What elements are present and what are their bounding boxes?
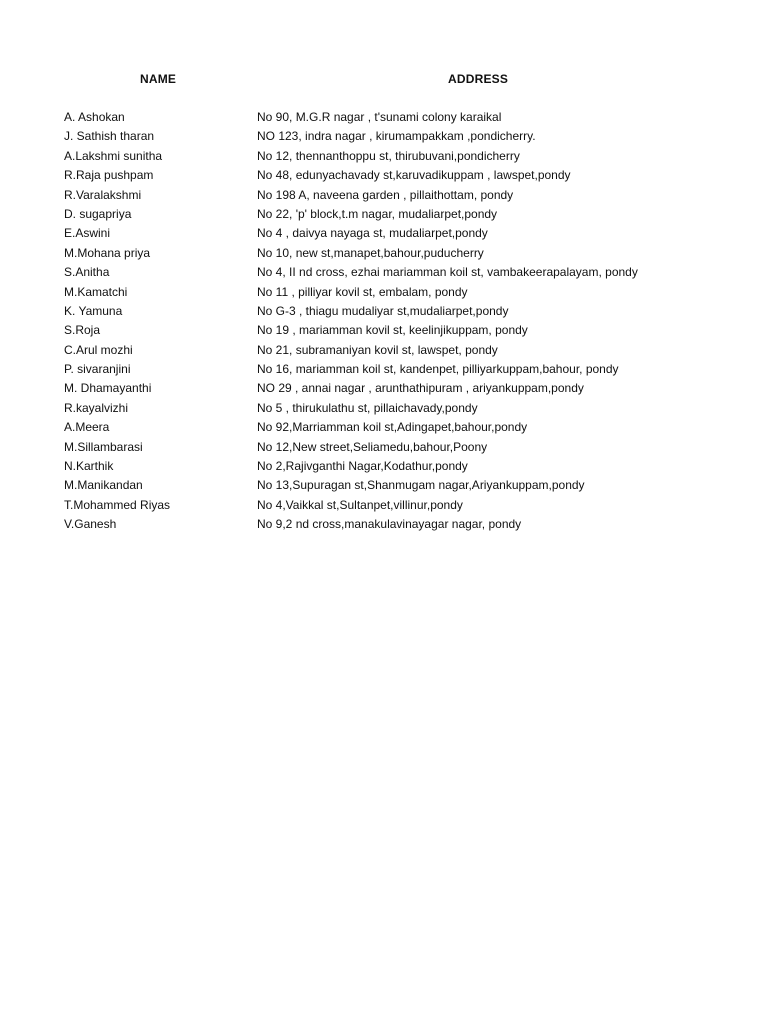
name-cell: M.Manikandan [64,478,143,493]
address-cell: No 4,Vaikkal st,Sultanpet,villinur,pondy [257,497,463,512]
address-cell: No 16, mariamman koil st, kandenpet, pilliyarkuppam,bahour, pondy [257,362,619,377]
address-cell: No 13,Supuragan st,Shanmugam nagar,Ariyankuppam,pondy [257,478,585,493]
address-cell: No 198 A, naveena garden , pillaithottam, pondy [257,187,514,202]
address-cell: No 48, edunyachavady st,karuvadikuppam , lawspet,pondy [257,168,571,183]
table-row [0,127,768,146]
table-row [0,321,768,340]
table-row [0,379,768,398]
header-address: ADDRESS [448,72,509,86]
address-cell: No 2,Rajivganthi Nagar,Kodathur,pondy [257,459,468,474]
address-cell: No 11 , pilliyar kovil st, embalam, pondy [257,284,468,299]
address-cell: No 9,2 nd cross,manakulavinayagar nagar, pondy [257,517,522,532]
table-row [0,515,768,534]
name-cell: P. sivaranjini [64,362,131,377]
name-cell: S.Anitha [64,265,110,280]
name-cell: A.Lakshmi sunitha [64,148,163,163]
address-cell: NO 29 , annai nagar , arunthathipuram , ariyankuppam,pondy [257,381,584,396]
name-cell: R.Raja pushpam [64,168,154,183]
table-row [0,283,768,302]
table-row [0,418,768,437]
table-row [0,399,768,418]
table-row [0,496,768,515]
name-cell: V.Ganesh [64,517,117,532]
table-row [0,244,768,263]
table-row [0,341,768,360]
table-row [0,476,768,495]
table-row [0,302,768,321]
table-row [0,205,768,224]
name-cell: R.Varalakshmi [64,187,142,202]
table-row [0,186,768,205]
name-cell: N.Karthik [64,459,114,474]
address-cell: No 10, new st,manapet,bahour,puducherry [257,245,484,260]
address-cell: No 4 , daivya nayaga st, mudaliarpet,pondy [257,226,488,241]
address-cell: No 19 , mariamman kovil st, keelinjikuppam, pondy [257,323,528,338]
name-cell: K. Yamuna [64,303,123,318]
name-cell: S.Roja [64,323,101,338]
name-cell: C.Arul mozhi [64,342,133,357]
table-row [0,108,768,127]
table-row [0,438,768,457]
address-cell: No 90, M.G.R nagar , t'sunami colony karaikal [257,110,502,124]
address-cell: No 5 , thirukulathu st, pillaichavady,pondy [257,400,478,415]
name-cell: R.kayalvizhi [64,400,129,415]
name-cell: E.Aswini [64,226,111,241]
name-cell: T.Mohammed Riyas [64,497,171,512]
name-cell: A. Ashokan [64,110,125,124]
name-cell: J. Sathish tharan [64,129,155,144]
table-row [0,224,768,243]
name-cell: D. sugapriya [64,206,132,221]
name-cell: M.Mohana priya [64,245,151,260]
table-row [0,360,768,379]
address-cell: No 22, 'p' block,t.m nagar, mudaliarpet,pondy [257,206,498,221]
table-row [0,147,768,166]
table-row [0,457,768,476]
address-cell: No 21, subramaniyan kovil st, lawspet, pondy [257,342,498,357]
name-cell: M.Sillambarasi [64,439,143,454]
name-cell: A.Meera [64,420,110,435]
table-row [0,263,768,282]
address-cell: No 12,New street,Seliamedu,bahour,Poony [257,439,488,454]
address-cell: No 12, thennanthoppu st, thirubuvani,pondicherry [257,148,520,163]
address-cell: No 4, II nd cross, ezhai mariamman koil st, vambakeerapalayam, pondy [257,265,638,280]
table-header [0,70,768,88]
address-cell: No 92,Marriamman koil st,Adingapet,bahour,pondy [257,420,528,435]
name-cell: M. Dhamayanthi [64,381,152,396]
table-body [0,108,768,535]
name-cell: M.Kamatchi [64,284,128,299]
address-cell: No G-3 , thiagu mudaliyar st,mudaliarpet,pondy [257,303,509,318]
address-cell: NO 123, indra nagar , kirumampakkam ,pondicherry. [257,129,536,144]
table-row [0,166,768,185]
header-name: NAME [140,72,177,86]
